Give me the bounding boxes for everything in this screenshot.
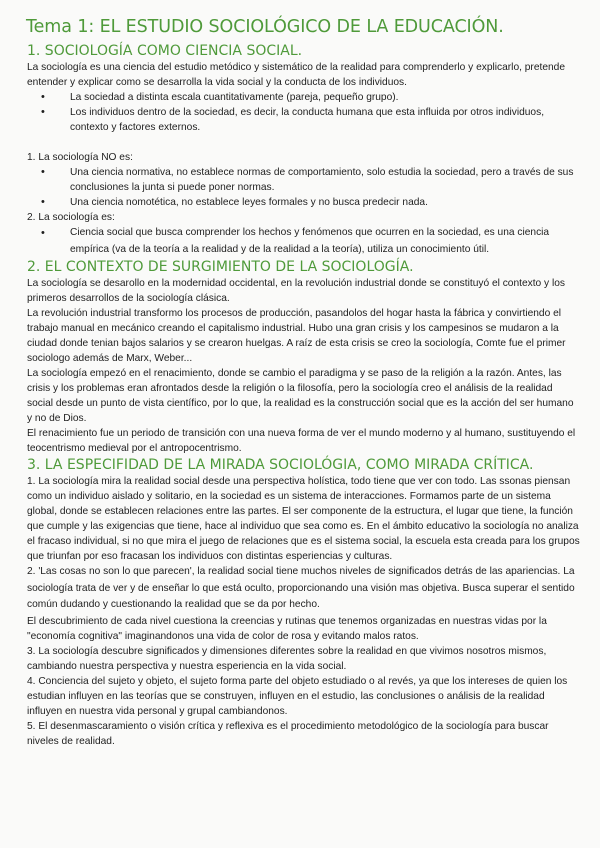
- section-2: [27, 258, 580, 456]
- paragraph: 4. Conciencia del sujeto y objeto, el sujeto forma parte del objeto estudiado o al revés, ya que los intereses de quien los estudian influyen en las teorías que se construyen, influyen en el estudio, las conclusiones o análisis de la realidad influyen en nuestra vida personal y grupal cambiandonos.: [27, 675, 568, 717]
- paragraph: 1. La sociología mira la realidad social desde una perspectiva holística, todo tiene que ver con todo. Las ssonas piensan como un individuo aislado y solitario, en la sociedad es un sistema de interacciones. Formamos parte de un sistema global, donde se establecen relaciones entre las partes. El ser componente de la estructura, el lugar que tiene, la función que cumple y las exigencias que tiene, hace al individuo que sea como es. En el ámbito educativo la sociología no analiza el fracaso individual, si no que mira el juego de relaciones que es el sistema social, la escuela esta creada para los grupos que triunfan por eso fracasan los individuos con distintas esperiencias y culturas.: [27, 476, 580, 562]
- list-item: • Una ciencia nomotética, no establece leyes formales y no busca predecir nada.: [27, 195, 580, 210]
- paragraph: 5. El desenmascaramiento o visión crítica y reflexiva es el procedimiento metodológico de la sociología para buscar niveles de realidad.: [27, 720, 549, 747]
- paragraph: El renacimiento fue un periodo de transición con una nueva forma de ver el mundo moderno y al humano, sustituyendo el teocentrismo medieval por el antropocentrismo.: [27, 428, 576, 454]
- list-item: • La sociedad a distinta escala cuantitativamente (pareja, pequeño grupo).: [27, 90, 580, 105]
- paragraph: El descubrimiento de cada nivel cuestiona la creencias y rutinas que tenemos organizadas en nuestras vidas por la "economía cognitiva" imaginandonos una vida de color de rosa y evitando malos ratos.: [27, 615, 547, 642]
- page-title: Tema 1: EL ESTUDIO SOCIOLÓGICO DE LA EDUCACIÓN.: [26, 17, 504, 37]
- paragraph: La sociología es una ciencia del estudio metódico y sistemático de la realidad para comprenderlo y explicarlo, pretende entender y explicar como se desarrolla la vida social y la conducta de los individuos.: [27, 62, 565, 88]
- section-heading: 2. EL CONTEXTO DE SURGIMIENTO DE LA SOCIOLOGÍA.: [27, 259, 414, 275]
- paragraph: La sociología empezó en el renacimiento, donde se cambio el paradigma y se paso de la religión a la razón. Antes, las crisis y los problemas eran afrontados desde la religión o la filosofía, pero la sociología creo el análisis de la realidad social desde un punto de vista científico, por lo que, la realidad es la construcción social que es la acción del ser humano y no de Dios.: [27, 368, 574, 424]
- list-label: 2. La sociología es:: [27, 212, 115, 223]
- list-item: • Una ciencia normativa, no establece normas de comportamiento, solo estudia la sociedad, pero a través de sus conclusiones la junta si puede poner normas.: [27, 165, 580, 195]
- section-3: [27, 456, 580, 749]
- section-1: [27, 42, 580, 258]
- paragraph: La revolución industrial transformo los procesos de producción, pasandolos del hogar hasta la fábrica y convirtiendo el trabajo manual en mecánico creando el capitalismo industrial. Hubo una gran crisis y los campesinos se mudaron a la ciudad donde tenian bajos salarios y se crearon huelgas. A raíz de esta crisis se creo la sociología, Comte fue el primer sociologo además de Marx, Weber...: [27, 308, 566, 364]
- list-item: • Los individuos dentro de la sociedad, es decir, la conducta humana que esta influida por otros individuos, contexto y factores externos.: [27, 105, 580, 135]
- section-heading: 3. LA ESPECIFIDAD DE LA MIRADA SOCIOLÓGIA, COMO MIRADA CRÍTICA.: [27, 457, 534, 473]
- paragraph: 3. La sociología descubre significados y dimensiones diferentes sobre la realidad en que vivimos nosotros mismos, cambiando nuestra perspectiva y nuestra esperiencia en la vida social.: [27, 645, 547, 672]
- list-item: • Ciencia social que busca comprender los hechos y fenómenos que ocurren en la sociedad, es una ciencia empírica (va de la teoría a la realidad y de la realidad a la teoría), utiliza un conocimiento útil.: [27, 225, 580, 258]
- bullet-list: [27, 90, 580, 135]
- bullet-list: [27, 225, 580, 258]
- paragraph: La sociología se desarollo en la modernidad occidental, en la revolución industrial donde se constituyó el contexto y los primeros desarrollos de la sociología clásica.: [27, 278, 566, 304]
- section-heading: 1. SOCIOLOGÍA COMO CIENCIA SOCIAL.: [27, 43, 303, 59]
- list-label: 1. La sociología NO es:: [27, 152, 133, 163]
- paragraph: 2. 'Las cosas no son lo que parecen', la realidad social tiene muchos niveles de significados detrás de las apariencias. La sociología trata de ver y de enseñar lo que está oculto, proporcionando una visión mas objetiva. Busca superar el sentido común dudando y cuestionando la realidad que se da por hecho.: [27, 566, 575, 610]
- bullet-list: [27, 165, 580, 210]
